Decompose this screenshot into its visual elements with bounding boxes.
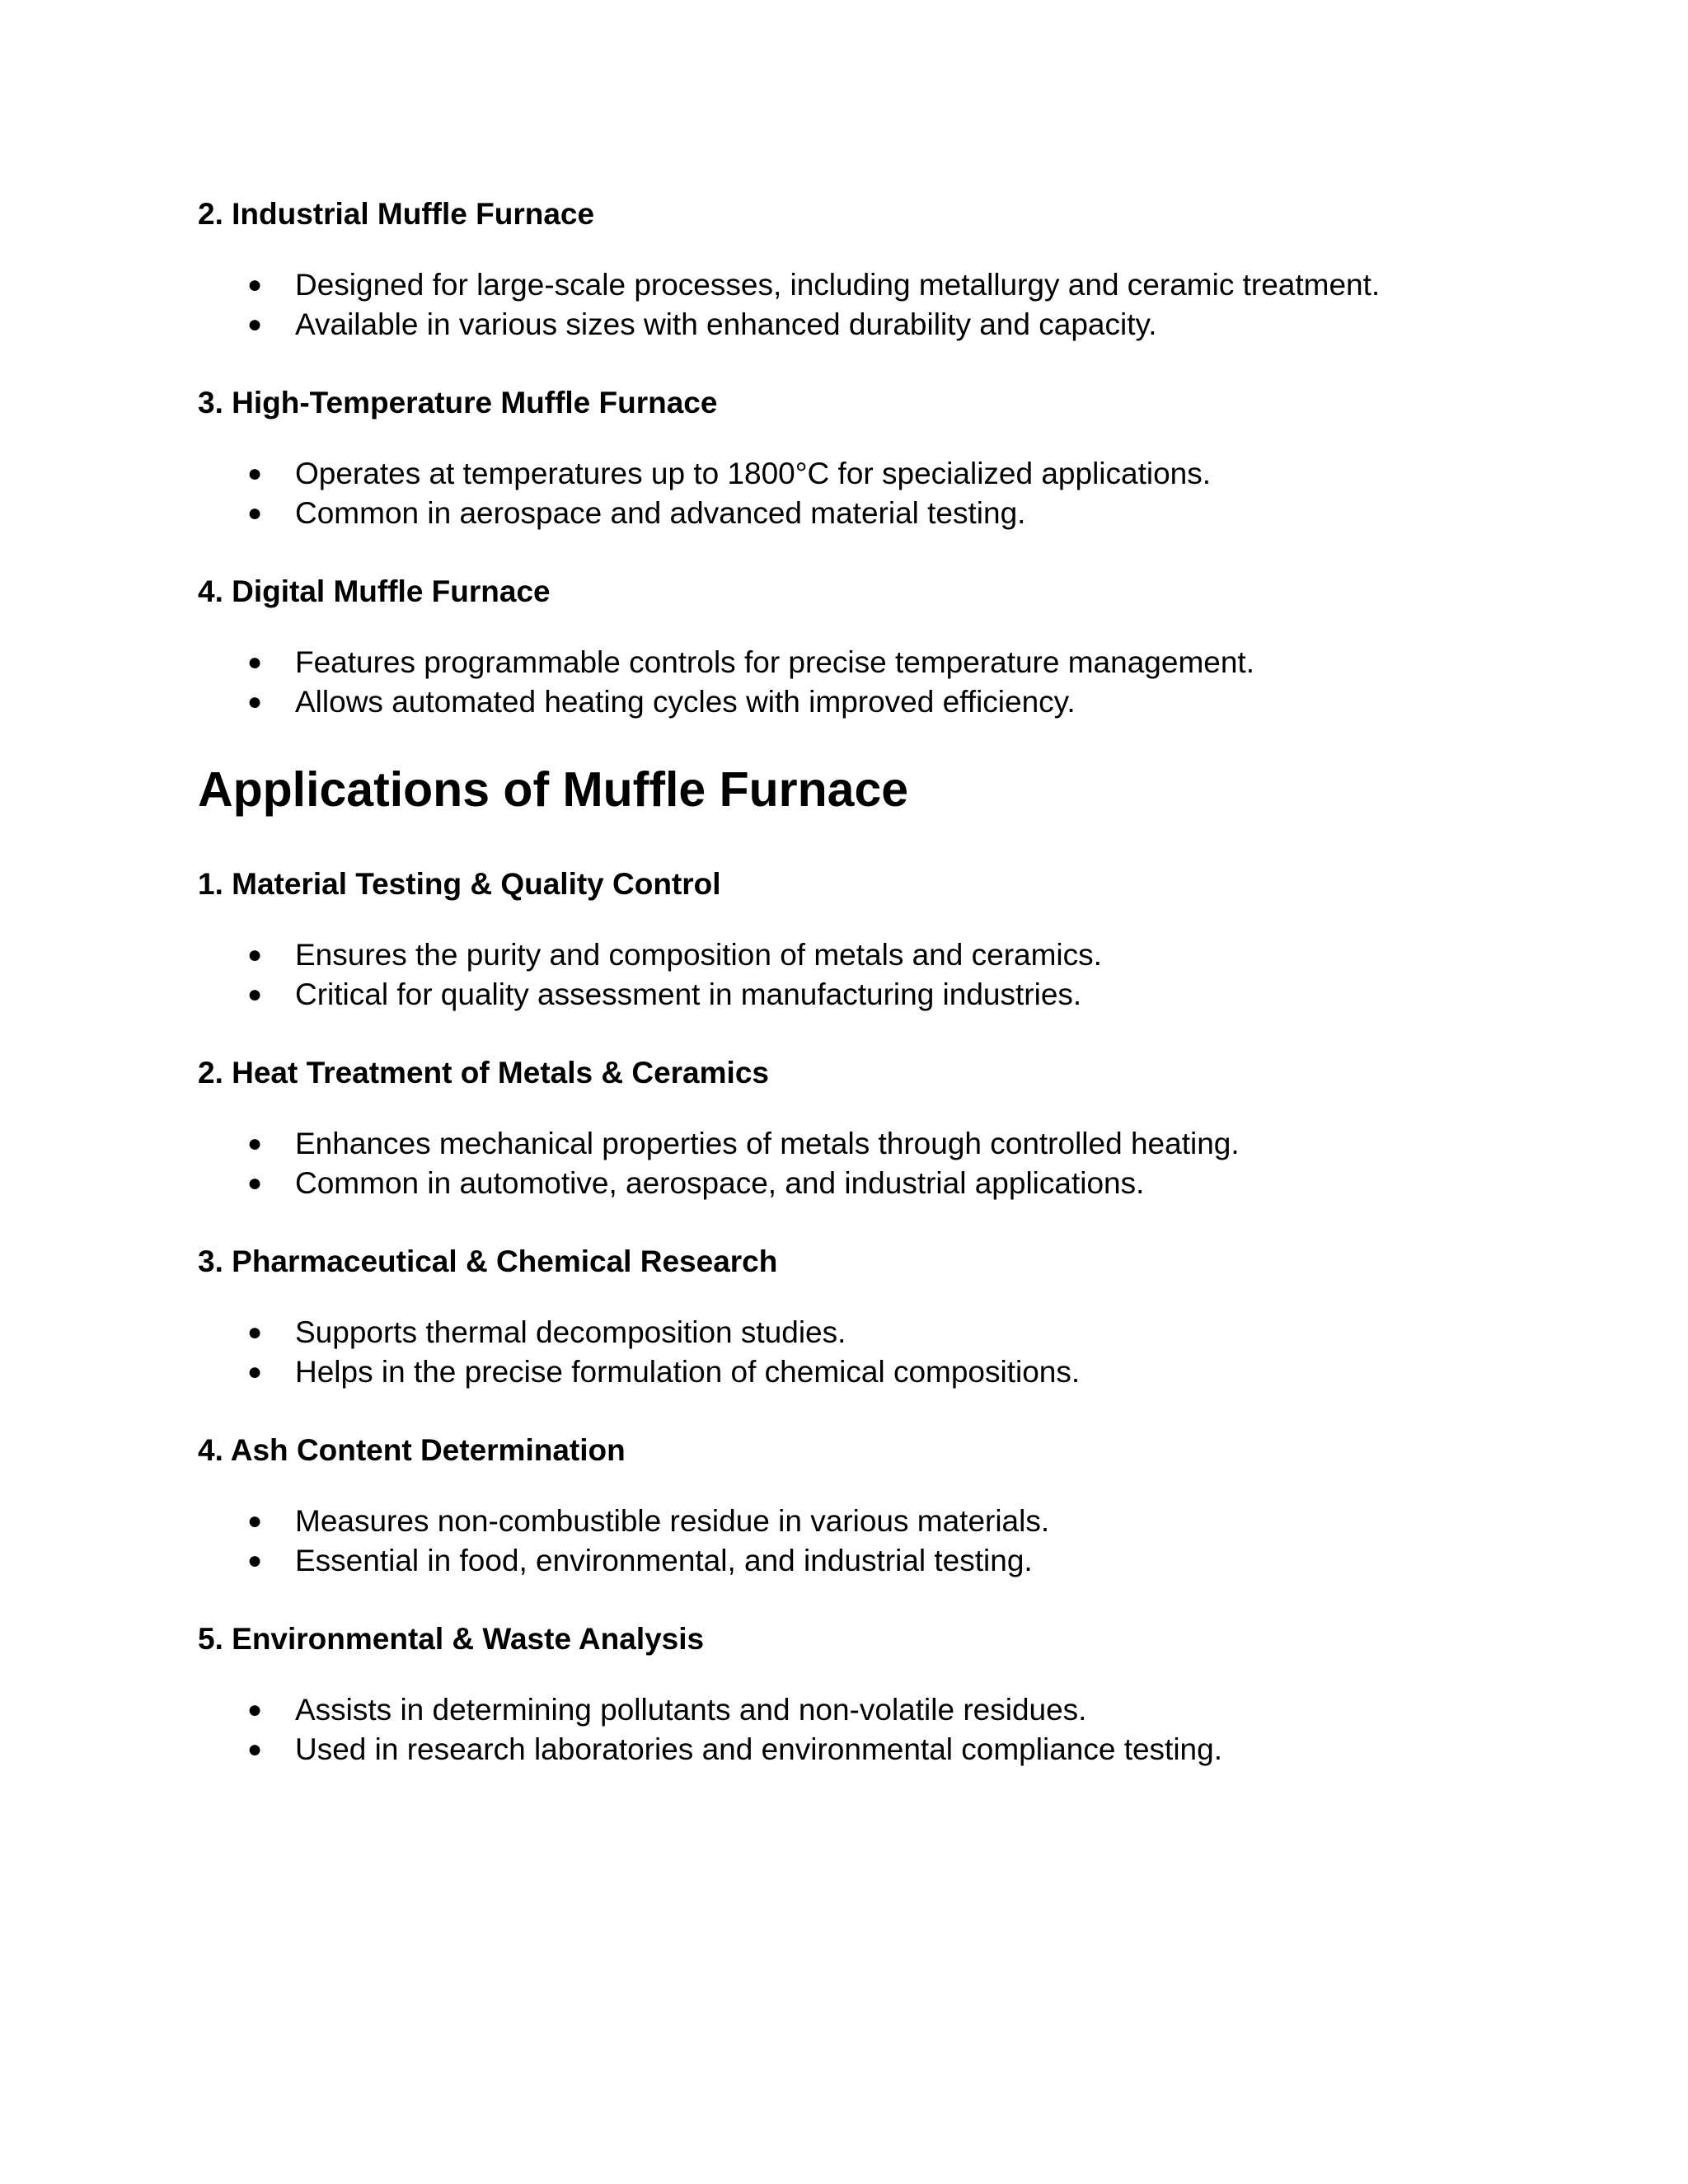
section-high-temperature-muffle-furnace xyxy=(198,383,1500,533)
list-item-text: Critical for quality assessment in manufacturing industries. xyxy=(295,977,1082,1011)
list-item-text: Measures non-combustible residue in various materials. xyxy=(295,1504,1050,1538)
list-item xyxy=(198,935,1500,975)
section-pharmaceutical-research xyxy=(198,1242,1500,1392)
bullet-list xyxy=(198,643,1500,722)
section-industrial-muffle-furnace xyxy=(198,194,1500,344)
bullet-icon: ● xyxy=(247,1130,263,1157)
list-item xyxy=(198,305,1500,344)
section-heading: 2. Heat Treatment of Metals & Ceramics xyxy=(198,1056,769,1090)
list-item xyxy=(198,1124,1500,1164)
bullet-icon: ● xyxy=(247,1547,263,1574)
bullet-icon: ● xyxy=(247,941,263,968)
list-item xyxy=(198,1313,1500,1352)
bullet-list xyxy=(198,1502,1500,1581)
list-item-text: Allows automated heating cycles with improved efficiency. xyxy=(295,685,1076,719)
bullet-icon: ● xyxy=(247,1319,263,1346)
list-item xyxy=(198,1730,1500,1769)
bullet-icon: ● xyxy=(247,981,263,1008)
list-item-text: Available in various sizes with enhanced durability and capacity. xyxy=(295,307,1157,341)
list-item-text: Helps in the precise formulation of chemical compositions. xyxy=(295,1355,1081,1389)
section-heading: 4. Ash Content Determination xyxy=(198,1433,626,1467)
list-item-text: Common in aerospace and advanced material testing. xyxy=(295,496,1026,530)
bullet-list xyxy=(198,1313,1500,1392)
bullet-list xyxy=(198,454,1500,533)
list-item-text: Essential in food, environmental, and industrial testing. xyxy=(295,1544,1033,1577)
list-item xyxy=(198,494,1500,533)
list-item-text: Features programmable controls for precise temperature management. xyxy=(295,645,1254,679)
list-item xyxy=(198,265,1500,305)
section-heading: 5. Environmental & Waste Analysis xyxy=(198,1622,705,1656)
list-item xyxy=(198,682,1500,722)
section-environmental-waste xyxy=(198,1619,1500,1769)
bullet-icon: ● xyxy=(247,271,263,298)
list-item xyxy=(198,975,1500,1015)
list-item xyxy=(198,1352,1500,1392)
list-item xyxy=(198,454,1500,494)
section-heading: 2. Industrial Muffle Furnace xyxy=(198,197,595,231)
list-item-text: Operates at temperatures up to 1800°C for specialized applications. xyxy=(295,457,1212,490)
bullet-icon: ● xyxy=(247,649,263,676)
bullet-icon: ● xyxy=(247,1169,263,1197)
applications-title: Applications of Muffle Furnace xyxy=(198,762,909,817)
section-ash-content xyxy=(198,1431,1500,1581)
bullet-icon: ● xyxy=(247,688,263,715)
list-item-text: Ensures the purity and composition of metals and ceramics. xyxy=(295,938,1102,972)
bullet-icon: ● xyxy=(247,1736,263,1763)
bullet-list xyxy=(198,1690,1500,1769)
section-heading: 4. Digital Muffle Furnace xyxy=(198,574,551,608)
bullet-list xyxy=(198,1124,1500,1203)
bullet-icon: ● xyxy=(247,311,263,338)
list-item xyxy=(198,1164,1500,1203)
bullet-icon: ● xyxy=(247,1696,263,1723)
list-item-text: Supports thermal decomposition studies. xyxy=(295,1315,846,1349)
bullet-icon: ● xyxy=(247,1358,263,1385)
section-digital-muffle-furnace xyxy=(198,572,1500,722)
section-heading: 1. Material Testing & Quality Control xyxy=(198,867,721,901)
section-material-testing xyxy=(198,865,1500,1015)
section-heading: 3. Pharmaceutical & Chemical Research xyxy=(198,1244,778,1278)
bullet-icon: ● xyxy=(247,1507,263,1535)
bullet-list xyxy=(198,935,1500,1015)
list-item xyxy=(198,643,1500,682)
list-item-text: Enhances mechanical properties of metals through controlled heating. xyxy=(295,1127,1240,1160)
list-item xyxy=(198,1502,1500,1541)
list-item xyxy=(198,1690,1500,1730)
list-item-text: Assists in determining pollutants and non-volatile residues. xyxy=(295,1693,1087,1727)
bullet-icon: ● xyxy=(247,460,263,487)
document-page xyxy=(198,194,1500,1808)
list-item-text: Designed for large-scale processes, including metallurgy and ceramic treatment. xyxy=(295,268,1381,302)
bullet-icon: ● xyxy=(247,499,263,527)
list-item-text: Used in research laboratories and environmental compliance testing. xyxy=(295,1732,1222,1766)
bullet-list xyxy=(198,265,1500,344)
section-heat-treatment xyxy=(198,1053,1500,1203)
list-item-text: Common in automotive, aerospace, and industrial applications. xyxy=(295,1166,1145,1200)
section-heading: 3. High-Temperature Muffle Furnace xyxy=(198,386,718,419)
list-item xyxy=(198,1541,1500,1581)
